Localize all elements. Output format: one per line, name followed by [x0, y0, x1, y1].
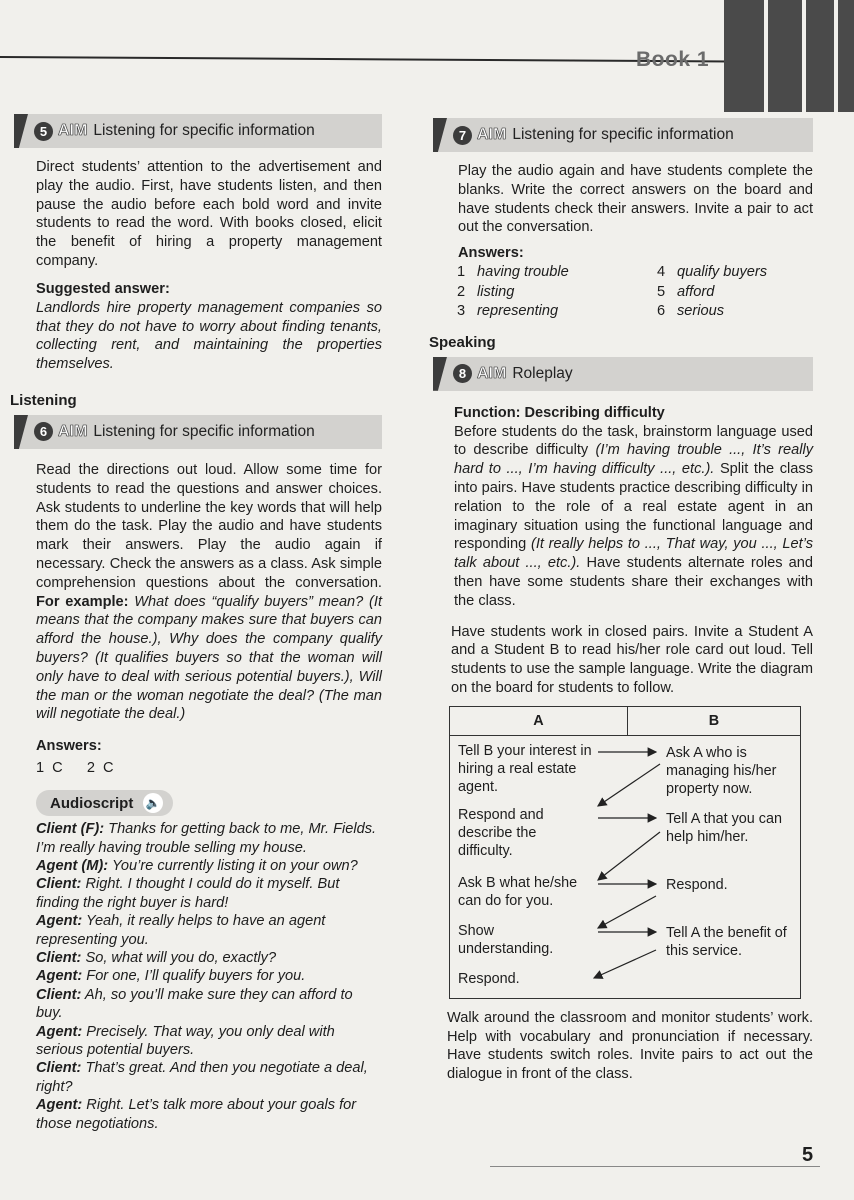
script-text: Precisely. That way, you only deal with serious potential buyers. — [36, 1023, 335, 1058]
diagram-a3: Ask B what he/she can do for you. — [458, 874, 578, 909]
script-line — [36, 875, 382, 912]
diagram-a1: Tell B your interest in hiring a real estate agent. — [458, 742, 592, 795]
script-speaker: Agent: — [36, 1097, 83, 1114]
diagram-b1: Ask A who is managing his/her property now. — [666, 744, 777, 797]
script-text: For one, I’ll qualify buyers for you. — [86, 968, 306, 985]
footer-rule — [490, 1166, 820, 1167]
left-column — [10, 114, 382, 1133]
page-number: 5 — [802, 1144, 814, 1166]
aim-number: 6 — [34, 422, 53, 441]
aim-5-text: Direct students’ attention to the advertisement and play the audio. First, have students listen, and then pause the audio before each bold word and invite students to read the word. With books closed, elicit the benefit of hiring a property management company. — [36, 159, 382, 269]
script-line — [36, 949, 382, 967]
script-line — [36, 986, 382, 1023]
aim-title: Roleplay — [512, 364, 573, 382]
answers-7 — [457, 263, 813, 322]
answer-number: 4 — [657, 264, 666, 281]
script-text: Thanks for getting back to me, Mr. Fields. I’m really having trouble selling my house. — [36, 821, 377, 856]
script-speaker: Agent (M): — [36, 857, 109, 874]
speaking-heading: Speaking — [429, 333, 496, 351]
aim-8-example-1: (I’m having trouble ..., It’s really hard to ..., I’m having difficulty ..., etc.). — [454, 442, 813, 478]
answer-item — [657, 263, 807, 283]
aim-6-text — [36, 461, 382, 724]
aim-6-example: What does “qualify buyers” mean? (It means that the company makes sure that buyers can afford the house.), Why does the company qualify buyers? (It qualifies buyers so that the woman will only have to deal with serious potential buyers.), Will the man or the woman negotiate the deal? (The man will negotiate the deal.) — [36, 593, 382, 723]
suggested-text: Landlords hire property management companies so that they do not have to worry about finding tenants, collecting rent, and maintaining the properties themselves. — [36, 299, 382, 373]
script-line — [36, 912, 382, 949]
aim-word: AIM — [477, 126, 507, 143]
aim-title: Listening for specific information — [512, 126, 734, 143]
answer-text: serious — [677, 303, 725, 320]
script-text: Ah, so you’ll make sure they can afford to buy. — [36, 986, 353, 1022]
answer-item — [457, 302, 657, 322]
script-line — [36, 1096, 382, 1133]
book-label: Book 1 — [636, 48, 710, 71]
script-speaker: Client: — [36, 949, 82, 966]
aim-8-para-2: Have students work in closed pairs. Invite a Student A and a Student B to read his/her role card out loud. Tell students to use the sample language. Write the diagram on the board for students to follow. — [451, 623, 813, 697]
aim-8-text-b: Split the class into pairs. Have students practice describing difficulty in relation to the role of a real estate agent in an imaginary situation using the functional language and responding — [454, 461, 813, 553]
script-text: Right. I thought I could do it myself. But finding the right buyer is hard! — [36, 876, 340, 911]
answer-number: 5 — [657, 283, 666, 300]
answer-text: qualify buyers — [677, 264, 768, 281]
aim-number: 5 — [34, 122, 53, 141]
answer-text: listing — [477, 283, 515, 300]
roleplay-diagram — [449, 706, 801, 999]
diagram-arrows — [450, 736, 802, 996]
aim-8-bar — [433, 357, 813, 391]
arrow-b4-a5 — [594, 950, 656, 978]
book-tabs — [724, 0, 854, 112]
diagram-col-b: B — [628, 706, 801, 735]
answer-number: 2 — [457, 283, 466, 300]
answer-text: representing — [477, 303, 559, 320]
answer-number: 3 — [457, 303, 466, 320]
aim-8-text-a: Before students do the task, brainstorm language used to describe difficulty — [454, 423, 813, 459]
aim-7-text: Play the audio again and have students complete the blanks. Write the correct answers on the board and have students check their answers. Invite a pair to act out the conversation. — [458, 163, 813, 236]
diagram-b2: Tell A that you can help him/her. — [666, 810, 783, 845]
aim-word: AIM — [58, 422, 88, 440]
diagram-col-a: A — [450, 706, 628, 735]
diagram-a5: Respond. — [458, 970, 520, 987]
aim-title: Listening for specific information — [93, 422, 315, 440]
aim-title: Listening for specific information — [93, 122, 315, 139]
answer-item — [657, 283, 807, 303]
answers-6: 1 C 2 C — [36, 760, 114, 777]
answers-label: Answers: — [36, 738, 102, 755]
script-speaker: Client: — [36, 986, 82, 1003]
script-text: So, what will you do, exactly? — [85, 949, 277, 966]
answer-number: 1 — [457, 264, 466, 281]
script-text: Yeah, it really helps to have an agent representing you. — [36, 913, 326, 948]
answer-item — [657, 302, 807, 322]
answer-text: having trouble — [477, 264, 569, 281]
script-line — [36, 857, 382, 875]
answers-label: Answers: — [458, 245, 524, 262]
script-speaker: Client: — [36, 1060, 82, 1077]
arrow-b1-a2 — [598, 764, 660, 806]
audioscript-label: Audioscript — [50, 794, 134, 812]
script-line — [36, 820, 382, 857]
answer-item — [457, 263, 657, 283]
answer-text: afford — [677, 283, 715, 300]
aim-word: AIM — [477, 364, 507, 382]
diagram-body — [450, 735, 801, 998]
script-line — [36, 1059, 382, 1096]
aim-number: 8 — [453, 364, 472, 383]
script-speaker: Agent: — [36, 913, 83, 930]
script-speaker: Agent: — [36, 1023, 83, 1040]
closing-text: Walk around the classroom and monitor students’ work. Help with vocabulary and pronunciation if necessary. Have students switch roles. Invite pairs to act out the dialogue in front of the class. — [447, 1009, 813, 1083]
diagram-b4: Tell A the benefit of this service. — [666, 924, 787, 959]
aim-8-text — [454, 423, 813, 611]
function-label: Function: Describing difficulty — [454, 404, 665, 421]
aim-word: AIM — [58, 122, 88, 139]
arrow-b3-a4 — [598, 896, 656, 928]
aim-8-text-c: Have students alternate roles and then have some students share their exchanges with the class. — [454, 555, 813, 609]
suggested-label: Suggested answer: — [36, 280, 170, 297]
diagram-a2: Respond and describe the difficulty. — [458, 806, 544, 859]
aim-7-bar — [433, 118, 813, 152]
answer-number: 6 — [657, 303, 666, 320]
script-text: That’s great. And then you negotiate a deal, right? — [36, 1060, 368, 1095]
header-rule — [0, 56, 730, 62]
script-text: You’re currently listing it on your own? — [111, 857, 358, 874]
script-speaker: Client: — [36, 876, 82, 893]
arrow-b2-a3 — [598, 832, 660, 880]
aim-8-example-2: (It really helps to ..., That way, you ..., Let’s talk about ..., etc.). — [454, 536, 813, 572]
audioscript — [36, 820, 382, 1133]
diagram-a4: Show understanding. — [458, 922, 554, 957]
example-label: For example: — [36, 593, 129, 610]
aim-6-bar — [14, 415, 382, 449]
speaker-icon[interactable]: 🔈 — [143, 793, 163, 813]
right-column — [429, 118, 813, 1084]
aim-6-text-a: Read the directions out loud. Allow some time for students to read the questions and answer choices. Ask students to underline the key words that will help them do the task. Play the audio and have students mark their answers. Play the audio again if necessary. Check the answers as a class. Ask simple comprehension questions about the conversation. — [36, 461, 382, 591]
script-speaker: Agent: — [36, 968, 83, 985]
listening-heading: Listening — [10, 391, 77, 409]
script-text: Right. Let’s talk more about your goals for those negotiations. — [36, 1097, 357, 1132]
script-speaker: Client (F): — [36, 821, 105, 838]
answer-item — [457, 283, 657, 303]
script-line — [36, 1023, 382, 1060]
script-line — [36, 967, 382, 985]
diagram-b3: Respond. — [666, 876, 728, 893]
aim-5-bar — [14, 114, 382, 148]
audioscript-pill — [36, 790, 173, 816]
aim-number: 7 — [453, 126, 472, 145]
